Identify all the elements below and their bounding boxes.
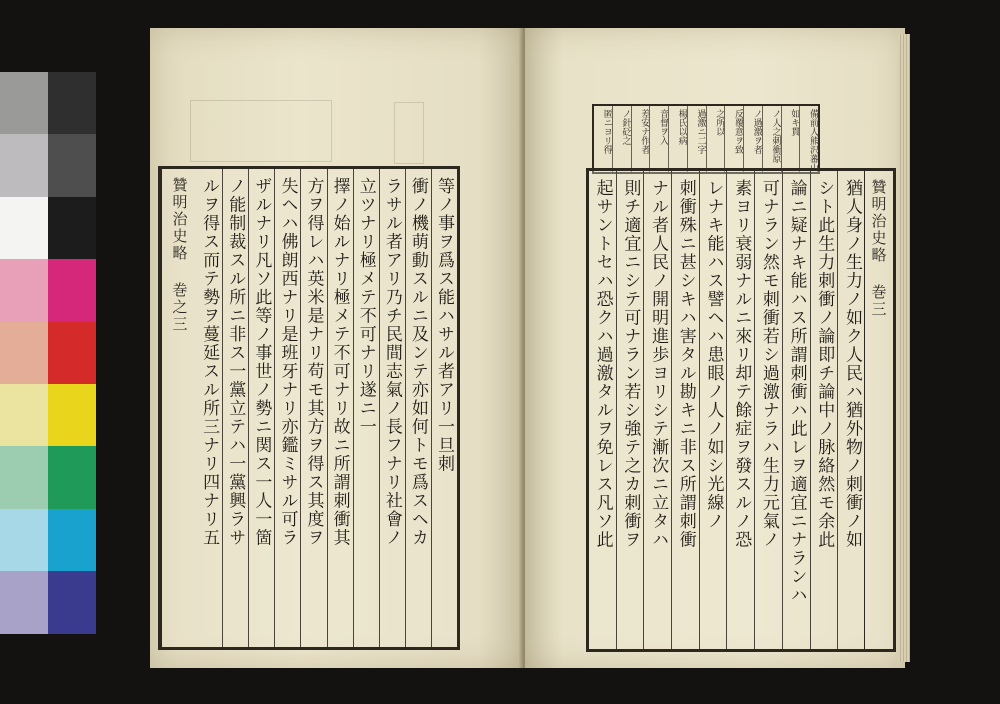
bleed-through-box [190,100,332,162]
color-patch [0,571,48,633]
right-text-column: ナル者人民ノ開明進歩ヨリシテ漸次ニ立タハ [643,171,671,649]
color-patch [0,509,48,571]
color-patch [0,446,48,508]
headnote-column: ノ針砭之 [612,106,631,172]
right-text-columns [589,171,865,649]
color-patch [48,322,96,384]
color-patch [0,134,48,196]
right-margin-title: 贊明治史略 巻三 [869,179,888,318]
headnote-column: 如キ貫 [781,106,800,172]
color-patch [48,72,96,134]
right-text-column: 論ニ疑ナキ能ハス所謂刺衝ハ此レヲ適宜ニナランハ [782,171,810,649]
headnote-column: 過激ニ二字 [687,106,706,172]
headnote-column: 匿ニヨリ得 [601,109,612,154]
color-patch [48,384,96,446]
left-text-column: 擇ノ始ルナリ極メテ不可ナリ故ニ所謂刺衝其 [327,169,353,647]
left-text-column: 等ノ事ヲ爲ス能ハサル者アリ一旦刺 [431,169,457,647]
left-page [150,28,523,668]
right-text-column: 猶人身ノ生力ノ如ク人民ハ猶外物ノ刺衝ノ如 [837,171,865,649]
left-text-column: ルヲ得ス而テ勢ヲ蔓延スル所三ナリ四ナリ五 [199,177,220,547]
color-patch [0,384,48,446]
right-text-column: 則チ適宜ニシテ可ナラン若シ強テ之カ刺衝ヲ [616,171,644,649]
color-patch [48,259,96,321]
right-margin-title-column [864,171,893,649]
headnote-column: 音督ヲ入 [649,106,668,172]
headnote-column: 楊氏以病 [668,106,687,172]
left-text-column: 衝ノ機萌動スルニ及ンテ亦如何トモ爲スヘカ [405,169,431,647]
headnote-box [592,104,820,174]
right-text-column: 刺衝殊ニ甚シキハ害タル勘キニ非ス所謂刺衝 [671,171,699,649]
headnote-column: ノ過激ヲ者 [743,106,762,172]
headnote-column: 反覆意ヲ致 [724,106,743,172]
color-patch [0,72,48,134]
right-text-column: 可ナラン然モ刺衝若シ過激ナラハ生力元氣ノ [754,171,782,649]
left-margin-title: 贊明治史略 巻之三 [170,177,189,333]
color-calibration-chart [0,72,96,634]
color-patch [48,571,96,633]
left-text-column: ザルナリ凡ソ此等ノ事世ノ勢ニ関ス一人一箇 [248,169,274,647]
color-patch [48,446,96,508]
color-patch [48,509,96,571]
left-text-column: 方ヲ得レハ英米是ナリ苟モ其方ヲ得ス其度ヲ [300,169,326,647]
left-text-column: 失ヘハ佛朗西ナリ是班牙ナリ亦鑑ミサル可ラ [274,169,300,647]
left-text-columns [197,169,457,647]
headnote-column: 之所以 [706,106,725,172]
bleed-through-box [394,102,424,164]
left-text-column: 立ツナリ極メテ不可ナリ遂ニ一 [353,169,379,647]
color-patch [0,259,48,321]
left-text-column: ノ能制裁スル所ニ非ス一黨立テハ一黨興ラサ [222,169,248,647]
color-patch [0,197,48,259]
color-patch [48,197,96,259]
open-book [150,28,910,680]
left-text-frame [158,166,460,650]
right-text-frame [586,168,896,652]
right-text-column: シト此生力刺衝ノ論即チ論中ノ脉絡然モ余此 [810,171,838,649]
headnote-column: 差安ナ作者 [631,106,650,172]
headnote-column: 備前人熊沢蕃山 [799,106,818,172]
right-text-column: 起サントセハ恐クハ過激タルヲ免レス凡ソ此 [592,179,613,549]
left-text-column: ラサル者アリ乃チ民間志氣ノ長フナリ社會ノ [379,169,405,647]
page-edges [898,34,910,662]
right-text-column: 素ヨリ衰弱ナルニ來リ却テ餘症ヲ發スルノ恐 [726,171,754,649]
left-margin-title-column [161,169,198,647]
headnote-column: ノ人之刺衝原 [762,106,781,172]
right-text-column: レナキ能ハス譬ヘハ患眼ノ人ノ如シ光線ノ [699,171,727,649]
color-patch [48,134,96,196]
color-patch [0,322,48,384]
